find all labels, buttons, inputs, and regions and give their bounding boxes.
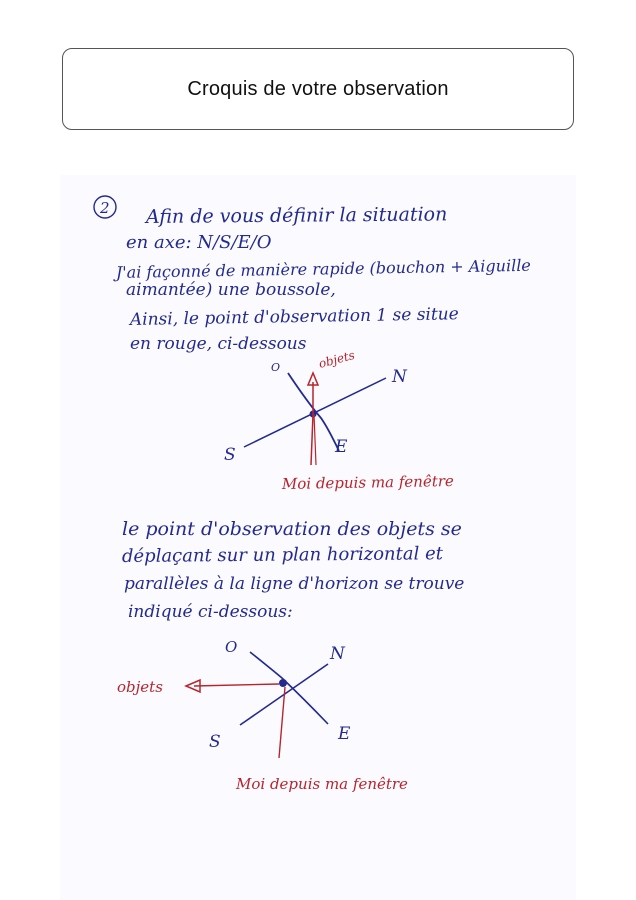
note-number: 2 (100, 199, 110, 217)
caption: Moi depuis ma fenêtre (236, 775, 408, 793)
handwritten-scan (60, 175, 576, 900)
note2-line-2: déplaçant sur un plan horizontal et (121, 543, 444, 567)
observer-direction-line-2 (314, 414, 316, 465)
label-s: S (209, 732, 221, 752)
observer-direction-line (311, 414, 313, 465)
label-n: N (392, 367, 407, 387)
caption: Moi depuis ma fenêtre (281, 472, 454, 493)
handwritten-note-2 (122, 518, 465, 622)
note-line-4: aimantée) une boussole, (126, 280, 336, 300)
page-title: Croquis de votre observation (187, 77, 449, 100)
handwritten-sketch (60, 175, 576, 900)
compass-1 (224, 348, 454, 493)
note2-line-4: indiqué ci-dessous: (128, 602, 293, 622)
label-e: E (335, 437, 348, 457)
label-objects: objets (317, 347, 357, 371)
note-line-5: Ainsi, le point d'observation 1 se situe (129, 304, 459, 330)
observer-point (279, 679, 287, 687)
label-s: S (224, 445, 236, 465)
handwritten-note-1 (94, 196, 531, 354)
note-line-6: en rouge, ci-dessous (130, 334, 307, 354)
label-o: O (225, 638, 238, 656)
objects-arrow-shaft (194, 684, 279, 686)
axis-oe-line (250, 652, 328, 724)
title-box (62, 48, 574, 130)
compass-2 (117, 638, 408, 793)
label-n: N (330, 644, 345, 664)
note2-line-1: le point d'observation des objets se (122, 518, 462, 540)
label-e: E (338, 724, 351, 744)
label-o: O (271, 361, 281, 374)
note-line-2: en axe: N/S/E/O (126, 232, 272, 253)
label-objects: objets (117, 678, 163, 696)
note-line-1: Afin de vous définir la situation (145, 203, 448, 228)
note2-line-3: parallèles à la ligne d'horizon se trouve (124, 574, 465, 594)
note-line-3: J'ai façonné de manière rapide (bouchon + Aiguille (115, 255, 531, 282)
